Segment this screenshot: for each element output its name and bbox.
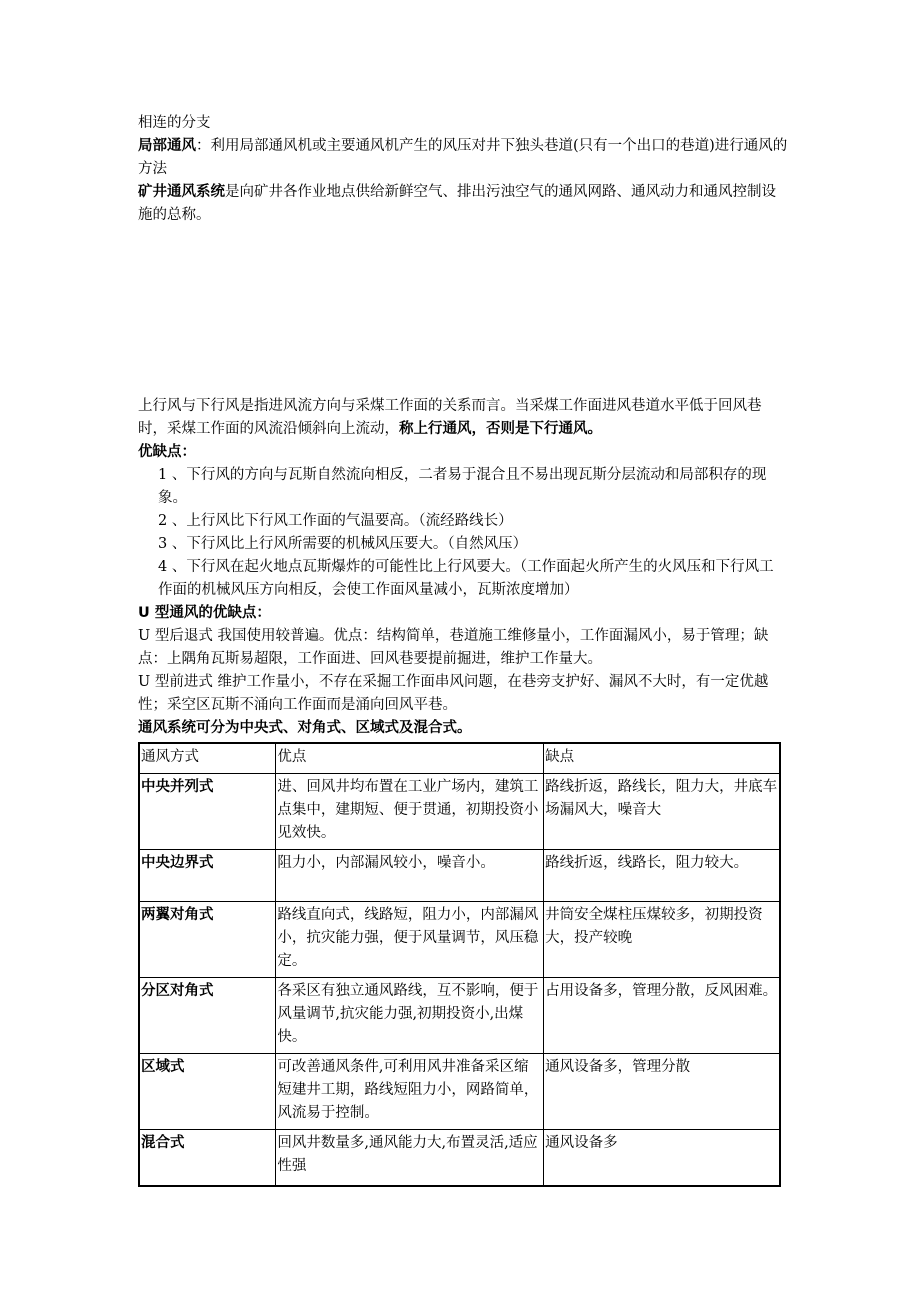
ventilation-table [138,742,781,1187]
local-ventilation-paragraph [138,135,788,181]
table-row [139,1054,780,1130]
row-method: 分区对角式 [139,978,276,1054]
pros-cons-heading: 优缺点： [138,444,196,460]
table-row [139,774,780,850]
table-title: 通风系统可分为中央式、对角式、区域式及混合式。 [138,720,472,736]
point-4: 4 、下行风在起火地点瓦斯爆炸的可能性比上行风要大。（工作面起火所产生的火风压和下行风工作面的机械风压方向相反，会使工作面风量减小，瓦斯浓度增加） [158,559,774,598]
header-method: 通风方式 [139,743,276,774]
blank-space [138,227,788,395]
row-cons: 通风设备多 [544,1130,780,1186]
row-cons: 占用设备多，管理分散，反风困难。 [544,978,780,1054]
up-down-paragraph [138,395,788,441]
point-2: 2 、上行风比下行风工作面的气温要高。（流经路线长） [158,513,513,529]
local-ventilation-term: 局部通风 [138,138,196,154]
document-page [138,112,788,1187]
ventilation-system-text: 是向矿井各作业地点供给新鲜空气、排出污浊空气的通风网路、通风动力和通风控制设施的总称。 [138,184,776,223]
row-method: 中央并列式 [139,774,276,850]
ventilation-system-term: 矿井通风系统 [138,184,225,200]
row-cons: 井筒安全煤柱压煤较多，初期投资大，投产较晚 [544,902,780,978]
table-header-row [139,743,780,774]
row-pros: 回风井数量多,通风能力大,布置灵活,适应性强 [276,1130,544,1186]
header-cons: 缺点 [544,743,780,774]
row-cons: 路线折返，路线长，阻力大，井底车场漏风大，噪音大 [544,774,780,850]
local-ventilation-text: ：利用局部通风机或主要通风机产生的风压对井下独头巷道(只有一个出口的巷道)进行通风的方法 [138,138,788,177]
row-method: 两翼对角式 [139,902,276,978]
row-method: 中央边界式 [139,850,276,902]
up-down-bold: 称上行通风，否则是下行通风。 [399,421,602,437]
table-row [139,902,780,978]
row-pros: 进、回风井均布置在工业广场内，建筑工点集中，建期短、便于贯通，初期投资小见效快。 [276,774,544,850]
table-row [139,850,780,902]
point-3: 3 、下行风比上行风所需要的机械风压要大。（自然风压） [158,536,528,552]
row-pros: 各采区有独立通风路线，互不影响，便于风量调节,抗灾能力强,初期投资小,出煤快。 [276,978,544,1054]
row-pros: 路线直向式，线路短，阻力小，内部漏风小，抗灾能力强，便于风量调节，风压稳定。 [276,902,544,978]
header-pros: 优点 [276,743,544,774]
u-type-heading: U 型通风的优缺点： [138,605,271,621]
row-method: 混合式 [139,1130,276,1186]
point-1: 1 、下行风的方向与瓦斯自然流向相反，二者易于混合且不易出现瓦斯分层流动和局部积存的现象。 [158,467,767,506]
row-method: 区域式 [139,1054,276,1130]
row-pros: 阻力小，内部漏风较小，噪音小。 [276,850,544,902]
u-type-front-paragraph: U 型前进式 维护工作量小，不存在采掘工作面串风问题，在巷旁支护好、漏风不大时，有一定优越性；采空区瓦斯不涌向工作面而是涌向回风平巷。 [138,674,769,713]
intro-line: 相连的分支 [138,115,211,131]
u-type-back-paragraph: U 型后退式 我国使用较普遍。优点：结构简单，巷道施工维修量小，工作面漏风小，易于管理；缺点：上隅角瓦斯易超限，工作面进、回风巷要提前掘进，维护工作量大。 [138,628,769,667]
table-row [139,1130,780,1186]
row-cons: 通风设备多，管理分散 [544,1054,780,1130]
row-cons: 路线折返，线路长，阻力较大。 [544,850,780,902]
ventilation-system-paragraph [138,181,788,227]
row-pros: 可改善通风条件,可利用风井准备采区缩短建井工期，路线短阻力小，网路简单，风流易于控制。 [276,1054,544,1130]
up-down-text: 上行风与下行风是指进风流方向与采煤工作面的关系而言。当采煤工作面进风巷道水平低于回风巷时，采煤工作面的风流沿倾斜向上流动， [138,398,762,437]
table-row [139,978,780,1054]
